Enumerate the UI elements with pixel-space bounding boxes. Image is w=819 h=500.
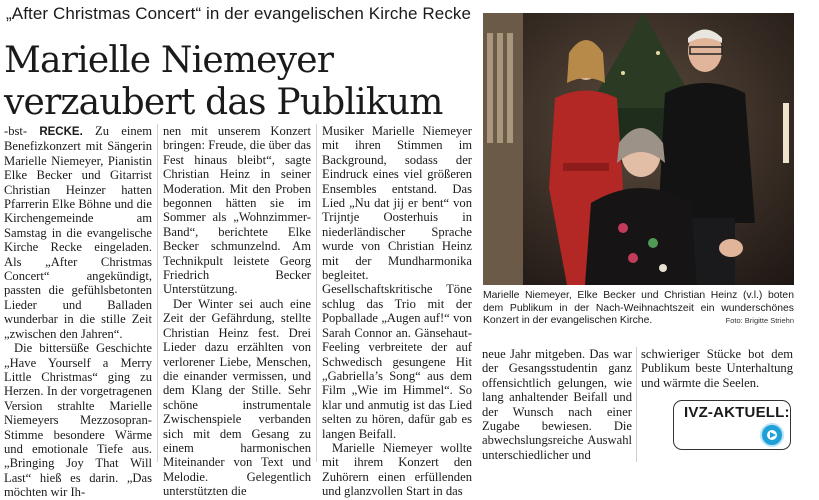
photo-credit: Foto: Brigitte Striehn (725, 316, 794, 325)
paragraph: Marielle Niemeyer wollte mit ihrem Konzert den Zuhörern einen erfüllenden und glanzvollen Start in das (322, 440, 472, 499)
play-icon[interactable] (760, 423, 784, 447)
paragraph: schwieriger Stücke bot dem Publikum beste Unterhaltung und wärmte die Seelen. (641, 347, 793, 390)
byline: -bst- (4, 124, 28, 138)
column-divider (157, 124, 158, 462)
headline-line-2: verzaubert das Publikum (4, 82, 443, 123)
paragraph: neue Jahr mitgeben. Das war der Gesangsstudentin ganz offensichtlich gelungen, wie lang anhaltender Beifall und der Wunsch nach einer Zugabe bewiesen. Die abwechslungsreiche Auswahl unterschiedlicher und (482, 347, 632, 462)
paragraph: nen mit unserem Konzert bringen: Freude, die über das Fest hinaus bleibt“, sagte Christian Heinz in seiner Moderation. Mit den Proben begonnen hätten sie im Sommer als „Wohnzimmer-Band“, berichtete Elke Becker schmunzelnd. Am Technikpult leistete Georg Friedrich Becker Unterstützung. (163, 124, 311, 297)
article-kicker: „After Christmas Concert“ in der evangelischen Kirche Recke (6, 4, 472, 23)
headline-line-1: Marielle Niemeyer (4, 40, 334, 81)
paragraph: Die bittersüße Geschichte „Have Yourself a Merry Little Christmas“ ging zu Herzen. In der vorgetragenen Version strahlte Marielle Niemeyers Mezzosopran-Stimme besondere Wärme und emotionale Tiefe aus. „Bringing Joy That Will Last“ hieß es darin. „Das möchten wir Ih- (4, 341, 152, 500)
concert-photo (483, 13, 794, 285)
column-divider (316, 124, 317, 462)
dateline: RECKE. (39, 126, 83, 138)
ivz-aktuell-label: IVZ-AKTUELL: (684, 404, 790, 421)
paragraph: Musiker Marielle Niemeyer mit ihren Stimmen im Background, sodass der Eindruck eines viel größeren Ensembles entstand. Das Lied „Nu dat jij er bent“ von Trijntje Oosterhuis in niederländischer Sprache wurde von Christian Heinz mit der Mundharmonika begleitet. Gesellschaftskritische Töne schlug das Trio mit der Popballade „Augen auf!“ von Sarah Connor an. Gänsehaut-Feeling verbreitete der auf Schwedisch gesungene Hit „Gabriella’s Song“ aus dem Film „Wie im Himmel“. So klar und anmutig ist das Lied selten zu hören, dafür gab es langen Beifall. (322, 124, 472, 441)
column-divider (636, 347, 637, 462)
article-column-5 (641, 347, 793, 397)
article-column-2 (163, 124, 311, 499)
paragraph (4, 124, 152, 341)
concert-photo-image (483, 13, 794, 285)
paragraph: Der Winter sei auch eine Zeit der Gefährdung, stellte Christian Heinz fest. Drei Lieder dazu erzählten von verlorener Liebe, Menschen, die einander vermissen, und dem Klang der Stille. Sehr schöne instrumentale Zwischenspiele verbanden sich mit dem Gesang zu einem harmonischen Miteinander von Text und Melodie. Gelegentlich unterstützten die (163, 296, 311, 499)
ivz-aktuell-box[interactable] (673, 400, 791, 450)
article-column-4 (482, 347, 632, 462)
article-column-1 (4, 124, 152, 500)
paragraph-text: Zu einem Benefizkonzert mit Sängerin Marielle Niemeyer, Pianistin Elke Becker und Gitarrist Christian Heinzer hatten Pfarrerin Elke Böhne und die Kirchengemeinde am Samstag in die evangelische Kirche Recke eingeladen. Als „After Christmas Concert“ angekündigt, passten die gefühlsbetonten Lieder und Balladen wunderbar in die stille Zeit „zwischen den Jahren“. (4, 124, 152, 341)
photo-caption: Marielle Niemeyer, Elke Becker und Christian Heinz (v.l.) boten dem Publikum in der Nach-Weihnachtszeit ein wunderschönes Konzert in der evangelischen Kirche. (483, 290, 794, 327)
article-headline (4, 40, 474, 124)
article-column-3 (322, 124, 472, 499)
